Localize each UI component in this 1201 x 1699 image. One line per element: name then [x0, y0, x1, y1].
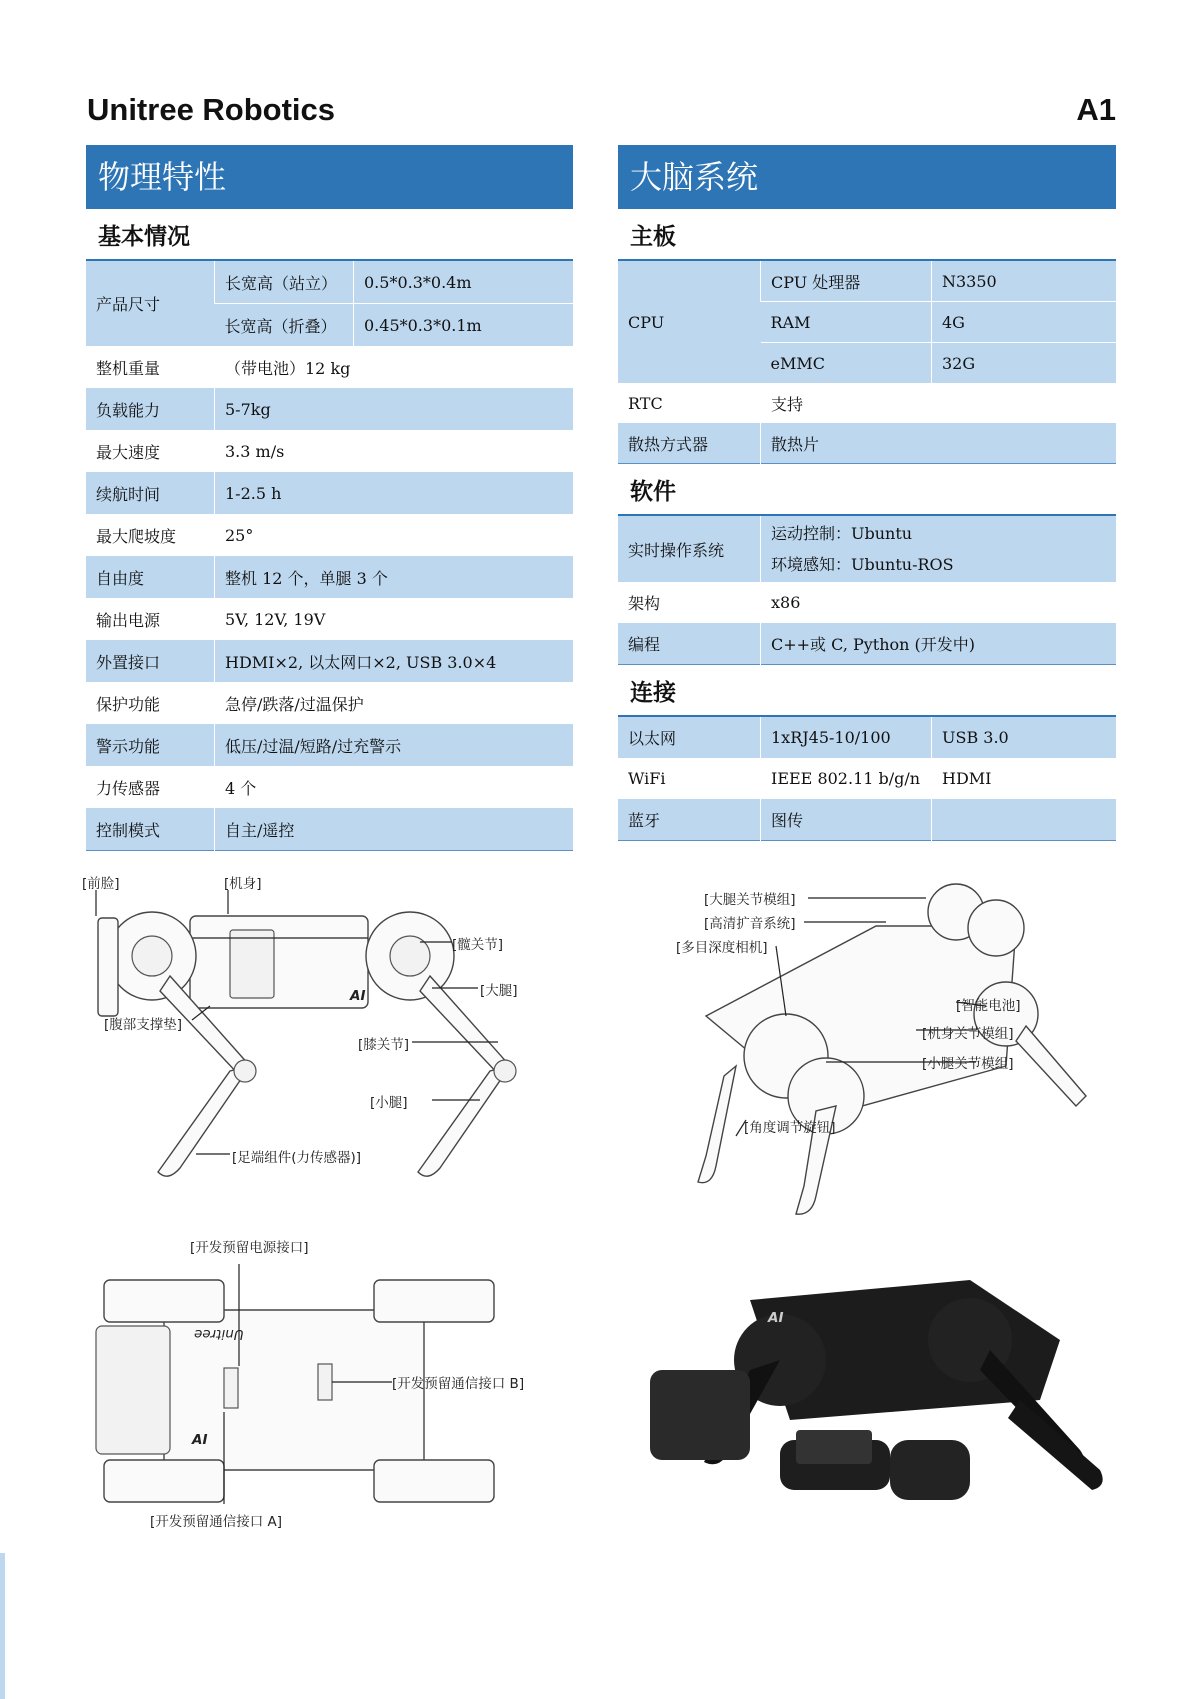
- spec-value: 整机 12 个，单腿 3 个: [215, 556, 574, 598]
- callout-label: [开发预留通信接口 B]: [392, 1376, 525, 1392]
- table-row: [618, 582, 1116, 623]
- brand-title: Unitree Robotics: [87, 92, 336, 127]
- callout-label: [前脸]: [82, 876, 120, 892]
- spec-extra: HDMI: [932, 758, 1117, 799]
- mainboard-table: [618, 259, 1116, 464]
- spec-key: 最大速度: [96, 442, 161, 462]
- spec-key: WiFi: [628, 769, 666, 788]
- spec-key: 整机重量: [96, 358, 161, 378]
- callout-label: [小腿]: [370, 1095, 408, 1111]
- spec-key: RTC: [628, 393, 663, 413]
- table-row: [618, 383, 1116, 423]
- product-photo: [640, 1250, 1126, 1550]
- table-row: [86, 598, 573, 640]
- table-row: [618, 758, 1116, 799]
- spec-key: 以太网: [618, 716, 761, 758]
- spec-key: 输出电源: [96, 610, 161, 630]
- spec-value: 5V, 12V, 19V: [215, 598, 574, 640]
- callout-label: [智能电池]: [956, 998, 1021, 1014]
- model-title: A1: [1076, 92, 1116, 127]
- size-value-standing: 0.5*0.3*0.4m: [354, 260, 574, 304]
- table-row: [86, 430, 573, 472]
- spec-value: 25°: [215, 514, 574, 556]
- table-row: [86, 514, 573, 556]
- brain-section: [618, 145, 1116, 841]
- size-value-folded: 0.45*0.3*0.1m: [354, 304, 574, 347]
- table-row: [86, 766, 573, 808]
- spec-key: 控制模式: [86, 808, 215, 851]
- spec-key: 续航时间: [86, 472, 215, 514]
- spec-key: 力传感器: [96, 778, 161, 798]
- spec-value: 图传: [761, 799, 932, 841]
- physical-section: [86, 145, 573, 851]
- cpu-label: CPU: [618, 260, 761, 383]
- brain-banner: 大脑系统: [618, 145, 1116, 209]
- spec-value: x86: [761, 582, 1117, 623]
- spec-key: 自由度: [86, 556, 215, 598]
- spec-value: 散热片: [761, 423, 1117, 464]
- spec-key: 架构: [628, 594, 661, 613]
- callout-label: [高清扩音系统]: [704, 916, 796, 932]
- rtos-label: 实时操作系统: [618, 515, 761, 582]
- robot-photo-drawing: [640, 1250, 1126, 1550]
- rtos-line: 运动控制：Ubuntu: [771, 524, 913, 543]
- size-key-folded: 长宽高（折叠）: [215, 304, 354, 347]
- spec-key: 外置接口: [86, 640, 215, 682]
- spec-key: 保护功能: [96, 694, 161, 714]
- spec-value: 1-2.5 h: [215, 472, 574, 514]
- callout-label: [机身]: [224, 876, 262, 892]
- spec-key: 警示功能: [86, 724, 215, 766]
- callout-label: [大腿关节模组]: [704, 892, 796, 908]
- spec-value: 急停/跌落/过温保护: [215, 682, 574, 724]
- table-row: [86, 808, 573, 851]
- spec-extra: [932, 799, 1117, 841]
- callout-label: [足端组件(力传感器)]: [232, 1150, 362, 1166]
- spec-value: 支持: [761, 383, 1117, 423]
- page-accent-bar: [0, 1553, 5, 1699]
- spec-value: C++或 C, Python (开发中): [761, 623, 1117, 665]
- spec-value: （带电池）12 kg: [215, 346, 574, 388]
- spec-value: 1xRJ45-10/100: [761, 716, 932, 758]
- callout-label: [开发预留电源接口]: [190, 1240, 309, 1256]
- callout-label: [腹部支撑垫]: [104, 1017, 183, 1033]
- spec-value: 32G: [932, 343, 1117, 384]
- basic-info-table: [86, 259, 573, 851]
- table-row: [618, 260, 1116, 302]
- table-row: [86, 346, 573, 388]
- spec-key: CPU 处理器: [761, 260, 932, 302]
- spec-extra: USB 3.0: [932, 716, 1117, 758]
- top-view-diagram: [74, 1236, 560, 1536]
- spec-value: 5-7kg: [215, 388, 574, 430]
- callout-label: [膝关节]: [358, 1037, 410, 1053]
- spec-value: 3.3 m/s: [215, 430, 574, 472]
- software-table: [618, 514, 1116, 665]
- spec-key: 最大爬坡度: [96, 526, 177, 546]
- side-view-diagram: [80, 876, 560, 1196]
- software-heading: 软件: [630, 479, 676, 505]
- callout-label: [小腿关节模组]: [922, 1056, 1014, 1072]
- ai-logo: AI: [192, 1432, 208, 1448]
- spec-key: 蓝牙: [618, 799, 761, 841]
- rtos-value: [761, 515, 1117, 582]
- table-row: [618, 423, 1116, 464]
- ai-logo: AI: [350, 988, 366, 1004]
- spec-value: 4G: [932, 302, 1117, 343]
- spec-key: RAM: [761, 302, 932, 343]
- table-row: [86, 640, 573, 682]
- mainboard-heading: 主板: [630, 224, 676, 250]
- callout-label: [髋关节]: [452, 937, 504, 953]
- perspective-diagram: [676, 866, 1116, 1232]
- connect-table: [618, 715, 1116, 841]
- table-row: [86, 556, 573, 598]
- size-key-standing: 长宽高（站立）: [215, 260, 354, 304]
- callout-label: [角度调节旋钮]: [744, 1120, 836, 1136]
- spec-key: 负载能力: [86, 388, 215, 430]
- rtos-line: 环境感知：Ubuntu-ROS: [771, 555, 954, 574]
- physical-banner: 物理特性: [86, 145, 573, 209]
- callout-label: [大腿]: [480, 983, 518, 999]
- spec-value: 低压/过温/短路/过充警示: [215, 724, 574, 766]
- unitree-mark: Unitree: [194, 1326, 244, 1342]
- ai-logo: AI: [768, 1310, 784, 1326]
- callout-label: [机身关节模组]: [922, 1026, 1014, 1042]
- table-row: [86, 724, 573, 766]
- table-row: [86, 388, 573, 430]
- table-row: [86, 260, 573, 304]
- table-row: [618, 716, 1116, 758]
- table-row: [618, 799, 1116, 841]
- table-row: [86, 682, 573, 724]
- callout-label: [开发预留通信接口 A]: [150, 1514, 283, 1530]
- spec-value: 自主/遥控: [215, 808, 574, 851]
- callout-label: [多目深度相机]: [676, 940, 768, 956]
- basic-info-heading: 基本情况: [98, 224, 190, 250]
- spec-key: 编程: [618, 623, 761, 665]
- table-row: [86, 472, 573, 514]
- spec-key: eMMC: [761, 343, 932, 384]
- spec-key: 散热方式器: [618, 423, 761, 464]
- spec-value: HDMI×2, 以太网口×2, USB 3.0×4: [215, 640, 574, 682]
- spec-value: 4 个: [215, 766, 574, 808]
- size-label: 产品尺寸: [86, 260, 215, 346]
- table-row: [618, 515, 1116, 582]
- table-row: [618, 623, 1116, 665]
- spec-value: IEEE 802.11 b/g/n: [761, 758, 932, 799]
- connect-heading: 连接: [630, 680, 676, 706]
- spec-value: N3350: [932, 260, 1117, 302]
